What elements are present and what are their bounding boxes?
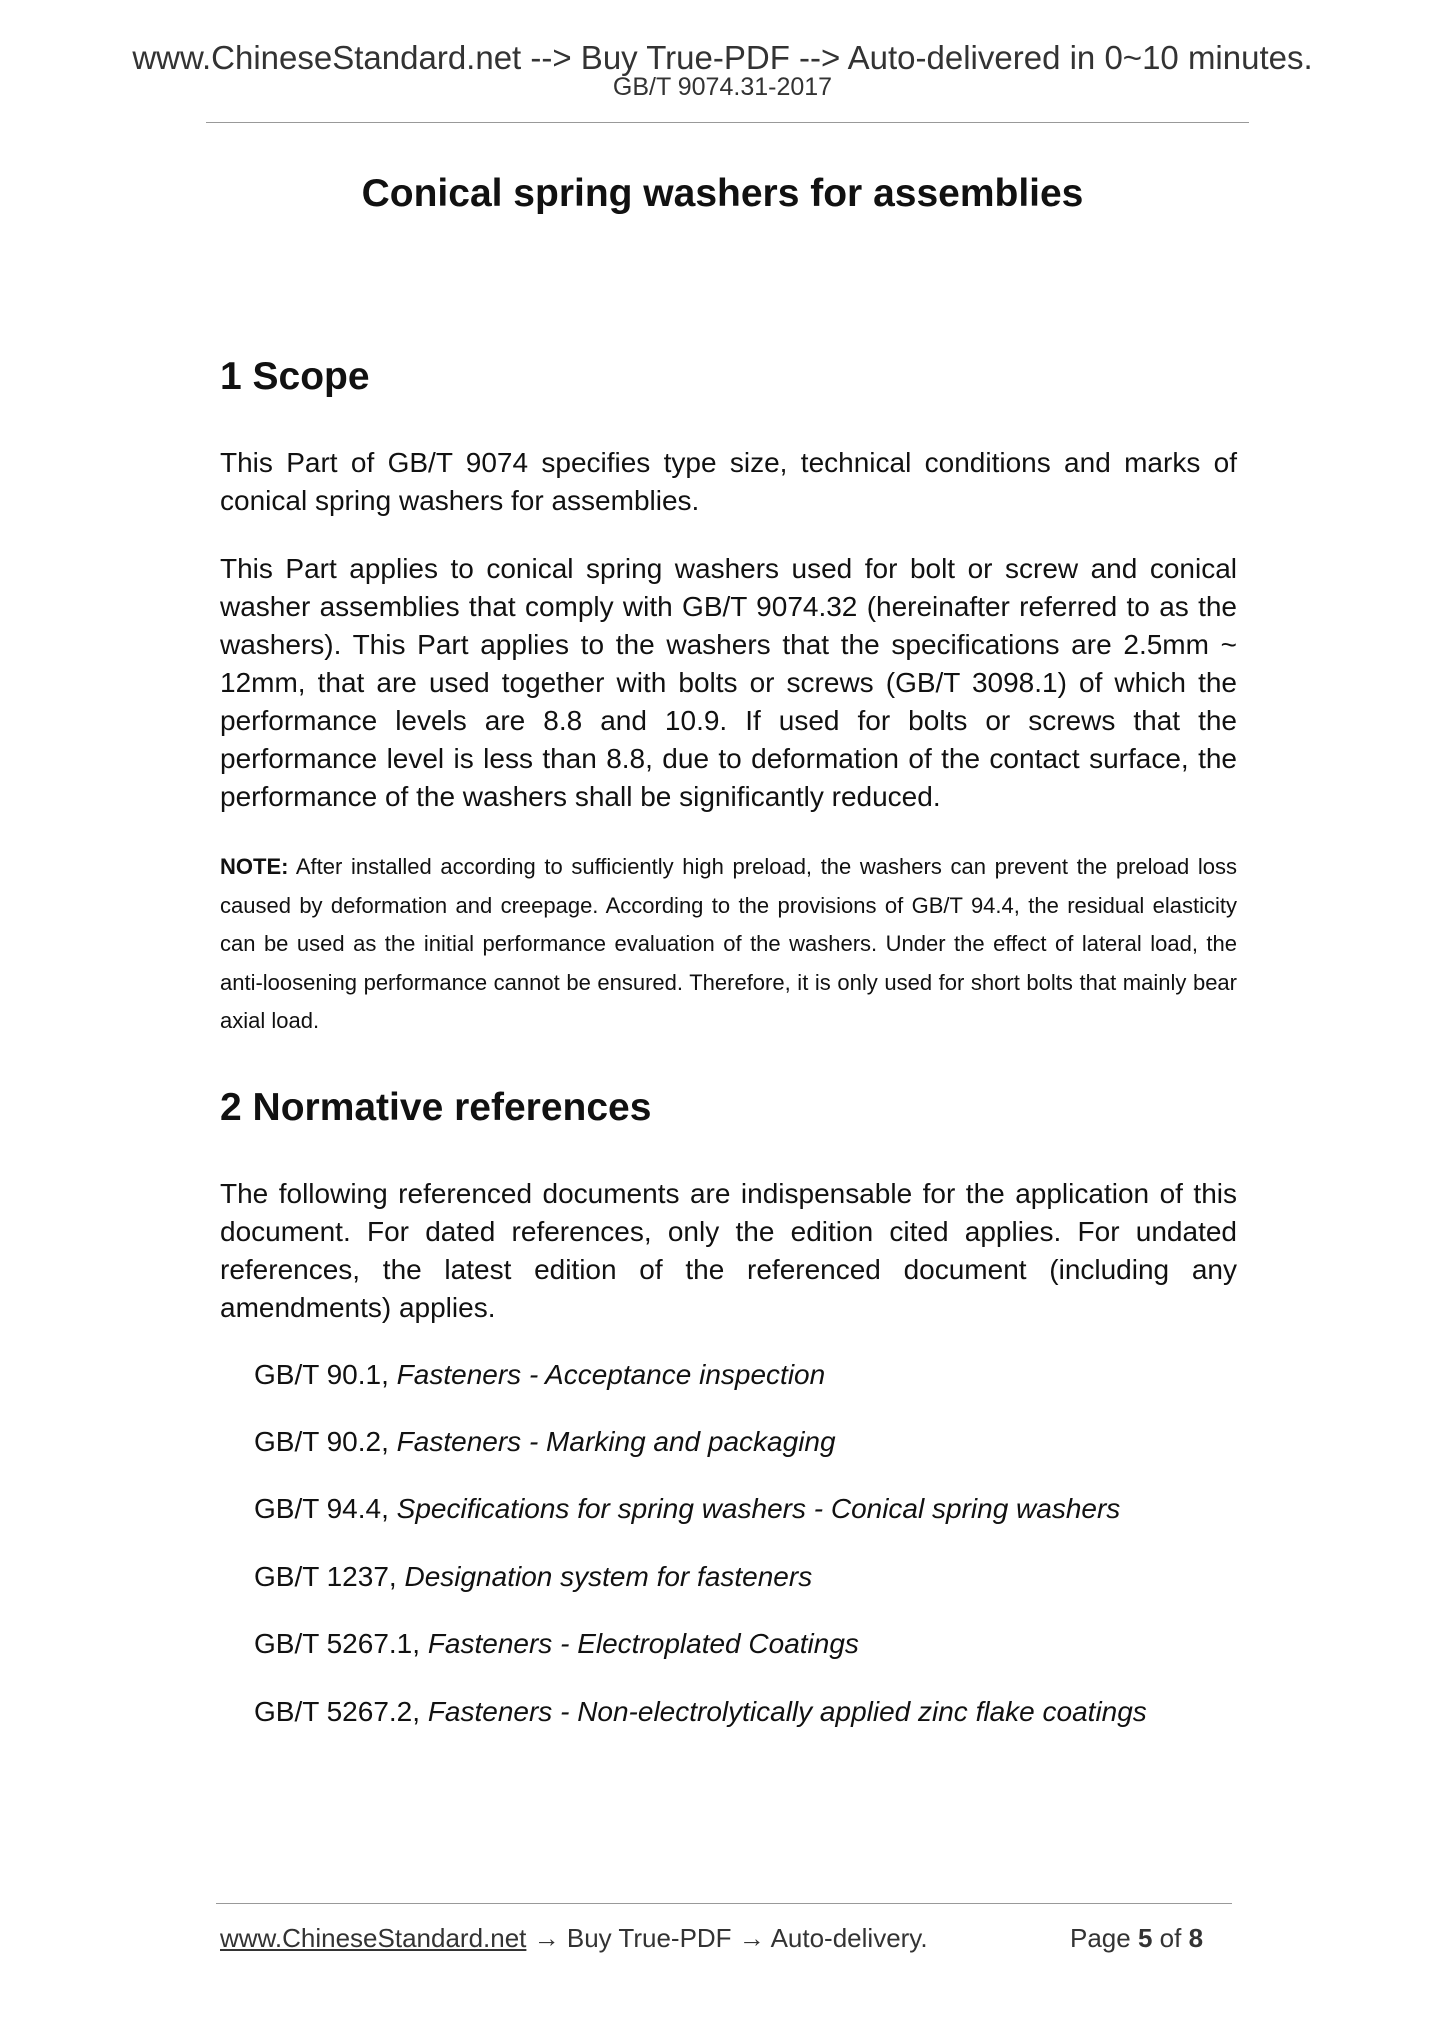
reference-code: GB/T 90.2, (254, 1426, 397, 1457)
reference-title: Fasteners - Acceptance inspection (396, 1359, 826, 1390)
reference-title: Fasteners - Marking and packaging (396, 1426, 836, 1457)
scope-paragraph-2: This Part applies to conical spring washers used for bolt or screw and conical washer assemblies that comply with GB/T 9074.32 (hereinafter referred to as the washers). This Part applies to the washers that the specifications are 2.5mm ~ 12mm, that are used together with bolts or screws (GB/T 3098.1) of which the performance levels are 8.8 and 10.9. If used for bolts or screws that the performance level is less than 8.8, due to deformation of the contact surface, the performance of the washers shall be significantly reduced. (220, 553, 1237, 812)
reference-item (254, 1625, 859, 1663)
reference-item (254, 1490, 1120, 1528)
of-label: of (1152, 1923, 1189, 1953)
reference-title: Specifications for spring washers - Conical spring washers (396, 1493, 1121, 1524)
page-number: 5 (1137, 1923, 1153, 1953)
reference-title: Fasteners - Electroplated Coatings (427, 1628, 859, 1659)
section-2-heading: 2 Normative references (220, 1086, 652, 1129)
reference-item (254, 1693, 1147, 1731)
reference-item (254, 1356, 825, 1394)
page-indicator (1070, 1922, 1203, 1954)
footer-website-link[interactable]: www.ChineseStandard.net (220, 1923, 527, 1953)
page-total: 8 (1188, 1923, 1204, 1953)
references-intro: The following referenced documents are indispensable for the application of this document. For dated references, only the edition cited applies. For undated references, the latest edition of the referenced document (including any amendments) applies. (220, 1178, 1237, 1323)
reference-code: GB/T 90.1, (254, 1359, 397, 1390)
reference-item (254, 1558, 812, 1596)
footer-divider (216, 1903, 1232, 1904)
note-label: NOTE: (220, 854, 289, 879)
section-1-heading: 1 Scope (220, 355, 370, 398)
page-label: Page (1070, 1923, 1138, 1953)
scope-paragraph-1: This Part of GB/T 9074 specifies type size, technical conditions and marks of conical spring washers for assemblies. (220, 447, 1237, 516)
reference-title: Designation system for fasteners (404, 1561, 813, 1592)
document-title: Conical spring washers for assemblies (361, 172, 1084, 215)
reference-code: GB/T 5267.2, (254, 1696, 428, 1727)
footer-tagline-text: → Buy True-PDF → Auto-delivery. (526, 1923, 928, 1953)
header-divider (206, 122, 1249, 123)
header-banner: www.ChineseStandard.net --> Buy True-PDF --> Auto-delivered in 0~10 minutes. (132, 39, 1313, 76)
reference-code: GB/T 5267.1, (254, 1628, 428, 1659)
footer-tagline (220, 1922, 928, 1954)
reference-title: Fasteners - Non-electrolytically applied zinc flake coatings (427, 1696, 1147, 1727)
note-text: After installed according to sufficiently high preload, the washers can prevent the preload loss caused by deformation and creepage. According to the provisions of GB/T 94.4, the residual elasticity can be used as the initial performance evaluation of the washers. Under the effect of lateral load, the anti-loosening performance cannot be ensured. Therefore, it is only used for short bolts that mainly bear axial load. (220, 854, 1237, 1033)
standard-code: GB/T 9074.31-2017 (612, 73, 833, 101)
scope-note (220, 848, 1237, 1041)
reference-code: GB/T 94.4, (254, 1493, 397, 1524)
reference-item (254, 1423, 836, 1461)
reference-code: GB/T 1237, (254, 1561, 405, 1592)
